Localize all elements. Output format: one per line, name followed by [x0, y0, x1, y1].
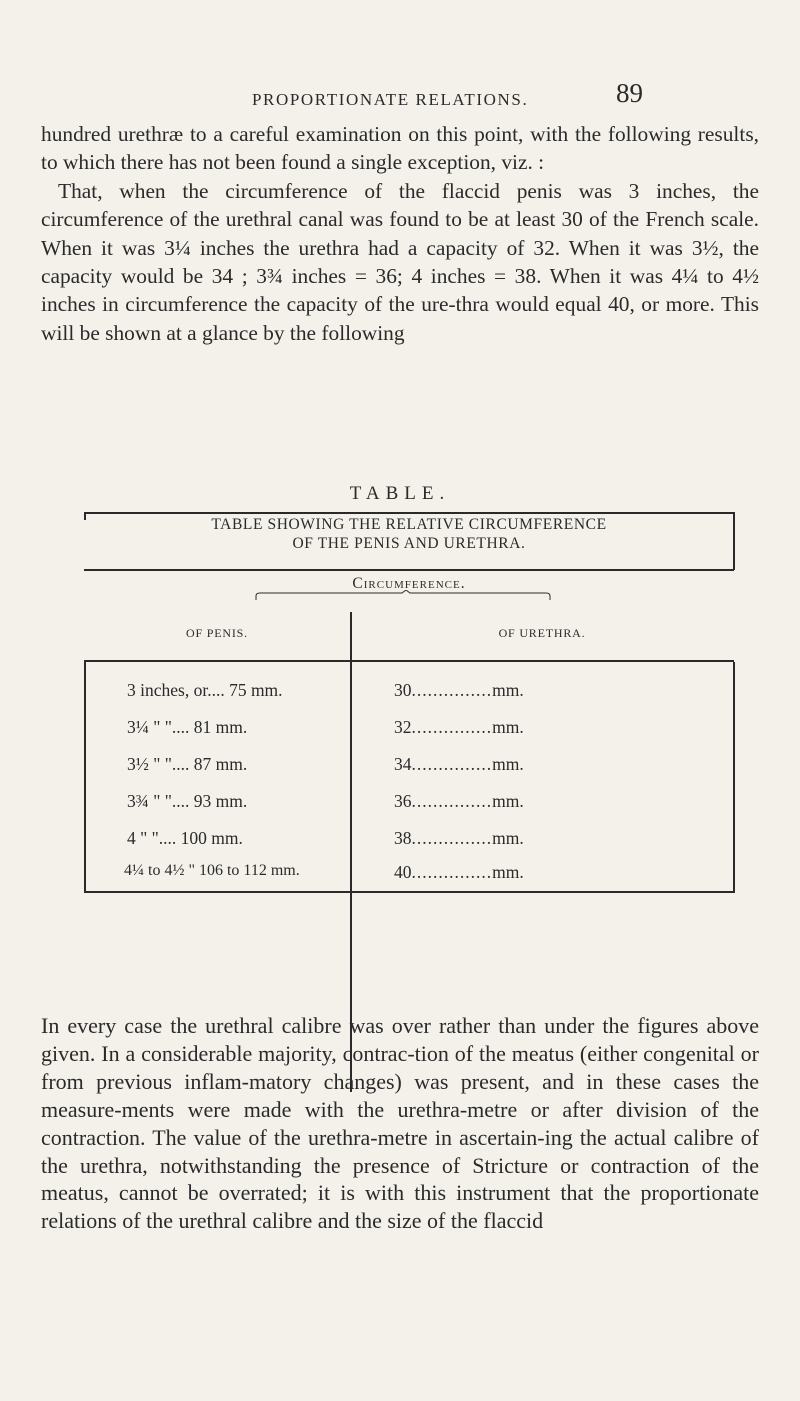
urethra-unit: mm. — [492, 680, 524, 700]
urethra-value: 32 — [394, 717, 412, 737]
column-header-urethra: OF URETHRA. — [498, 626, 586, 640]
table-bottom-rule — [84, 891, 734, 893]
urethra-unit: mm. — [492, 862, 524, 882]
table-title — [84, 512, 734, 570]
penis-cell: 4 " ".... 100 mm. — [127, 828, 243, 848]
page-number: 89 — [616, 78, 643, 108]
table-row — [84, 828, 734, 858]
urethra-unit: mm. — [492, 717, 524, 737]
paragraph-intro-lead: hundred urethræ to a careful examination on this point, with the following results, to which there has not been found a single exception, viz. : — [41, 122, 759, 175]
running-title: PROPORTIONATE RELATIONS. — [252, 90, 529, 109]
table-title-rule — [84, 569, 734, 571]
urethra-unit: mm. — [492, 754, 524, 774]
urethra-unit: mm. — [492, 828, 524, 848]
table-right-rule-bottom — [733, 662, 735, 893]
penis-cell: 4¼ to 4½ " 106 to 112 mm. — [124, 862, 300, 879]
paragraph-intro — [41, 120, 759, 347]
table-row — [84, 754, 734, 784]
group-brace — [84, 590, 734, 600]
urethra-unit: mm. — [492, 791, 524, 811]
table-row — [84, 791, 734, 821]
urethra-cell: 38...............mm. — [394, 828, 524, 848]
penis-cell: 3¼ " ".... 81 mm. — [127, 717, 248, 737]
paragraph-intro-body: That, when the circumference of the flaccid penis was 3 inches, the circumference of the urethral canal was found to be at least 30 of the French scale. When it was 3¼ inches the urethra had a capacity of 32. When it was 3½, the capacity would be 34 ; 3¾ inches = 36; 4 inches = 38. When it was 4¼ to 4½ inches in circumference the capacity of the ure-thra would equal 40, or more. This will be shown at a glance by the following — [41, 178, 759, 345]
table-title-line-1: TABLE SHOWING THE RELATIVE CIRCUMFERENCE — [211, 516, 607, 533]
urethra-value: 38 — [394, 828, 412, 848]
paragraph-urethra-metre: In every case the urethral calibre was over rather than under the figures above given. In a considerable majority, contrac-tion of the meatus (either congenital or from previous inflam-matory changes) was present, and in these cases the measure-ments were made with the urethra-metre or after division of the contraction. The value of the urethra-metre in ascertain-ing the actual calibre of the urethra, notwithstanding the presence of Stricture or contraction of the meatus, cannot be overrated; it is with this instrument that the proportionate relations of the urethral calibre and the size of the flaccid — [41, 1013, 759, 1234]
table-caption: TABLE. — [349, 483, 451, 504]
penis-cell: 3 inches, or.... 75 mm. — [127, 680, 283, 700]
header-bottom-rule — [84, 660, 734, 662]
urethra-value: 30 — [394, 680, 412, 700]
urethra-value: 40 — [394, 862, 412, 882]
group-header: Circumference. — [352, 575, 466, 592]
urethra-cell: 32...............mm. — [394, 717, 524, 737]
urethra-cell: 36...............mm. — [394, 791, 524, 811]
table-row — [84, 680, 734, 710]
table-title-line-2: OF THE PENIS AND URETHRA. — [292, 535, 526, 552]
penis-cell: 3½ " ".... 87 mm. — [127, 754, 248, 774]
column-header-penis: OF PENIS. — [186, 626, 248, 640]
urethra-cell: 40...............mm. — [394, 862, 524, 882]
table-row — [84, 862, 734, 892]
table-left-rule-bottom — [84, 660, 86, 893]
urethra-value: 36 — [394, 791, 412, 811]
urethra-value: 34 — [394, 754, 412, 774]
urethra-cell: 30...............mm. — [394, 680, 524, 700]
urethra-cell: 34...............mm. — [394, 754, 524, 774]
circumference-table — [84, 512, 734, 893]
table-row — [84, 717, 734, 747]
penis-cell: 3¾ " ".... 93 mm. — [127, 791, 248, 811]
